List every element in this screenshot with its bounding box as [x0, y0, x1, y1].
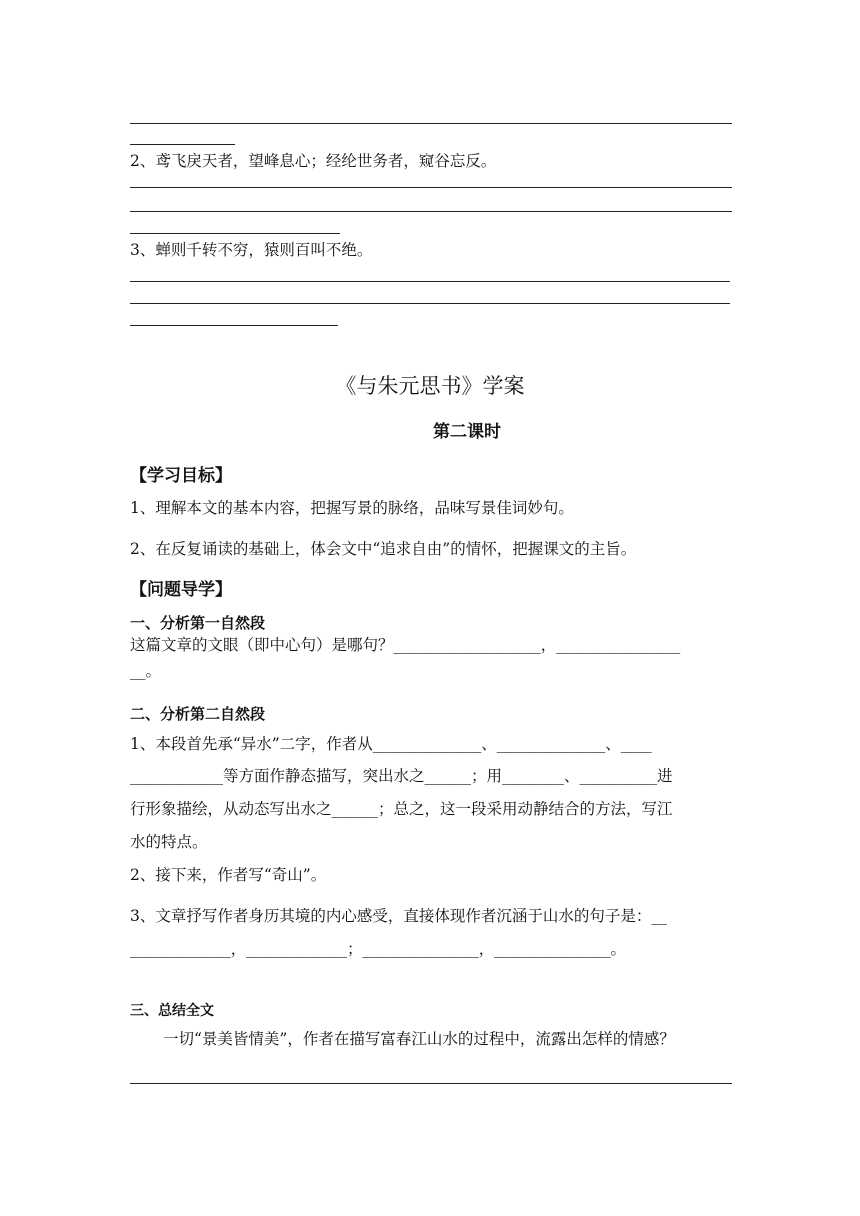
part2-q1-line3: 行形象描绘，从动态写出水之______；总之，这一段采用动静结合的方法，写江 — [130, 800, 673, 818]
part2-heading: 二、分析第二自然段 — [130, 705, 266, 723]
exercise-item-3: 3、蝉则千转不穷，猿则百叫不绝。 — [130, 241, 373, 259]
part2-q2: 2、接下来，作者写“奇山”。 — [130, 866, 327, 884]
answer-line — [130, 187, 732, 188]
answer-line — [130, 281, 730, 282]
part2-q1-line4: 水的特点。 — [130, 833, 208, 851]
objective-item-1: 1、理解本文的基本内容，把握写景的脉络，品味写景佳词妙句。 — [130, 499, 574, 517]
answer-line — [130, 144, 235, 145]
part2-q1-line1: 1、本段首先承“异水”二字，作者从______________、______________、____ — [130, 735, 652, 753]
lesson-subtitle: 第二课时 — [433, 422, 501, 442]
answer-line — [130, 303, 730, 304]
part2-q1-line2: ____________等方面作静态描写，突出水之______；用________、__________进 — [130, 767, 673, 785]
page-title: 《与朱元思书》学案 — [335, 374, 525, 398]
objectives-heading: 【学习目标】 — [130, 466, 232, 486]
guided-study-heading: 【问题导学】 — [130, 580, 232, 600]
answer-line — [130, 233, 340, 234]
answer-line — [130, 1083, 732, 1084]
answer-line — [130, 123, 732, 124]
part3-question: 一切“景美皆情美”，作者在描写富春江山水的过程中，流露出怎样的情感？ — [163, 1030, 675, 1048]
part2-q3-line2: _____________，_____________；_______________，_______________。 — [130, 940, 627, 958]
part1-question-line1: 这篇文章的文眼（即中心句）是哪句？___________________，________________ — [130, 636, 681, 654]
exercise-item-2: 2、鸢飞戾天者，望峰息心；经纶世务者，窥谷忘反。 — [130, 152, 497, 170]
part2-q3-line1: 3、文章抒写作者身历其境的内心感受，直接体现作者沉涵于山水的句子是：__ — [130, 907, 667, 925]
objective-item-2: 2、在反复诵读的基础上，体会文中“追求自由”的情怀，把握课文的主旨。 — [130, 540, 637, 558]
part1-question-line2: __。 — [130, 662, 162, 680]
answer-line — [130, 325, 338, 326]
part3-heading: 三、总结全文 — [130, 1003, 214, 1019]
answer-line — [130, 211, 732, 212]
part1-heading: 一、分析第一自然段 — [130, 614, 266, 632]
